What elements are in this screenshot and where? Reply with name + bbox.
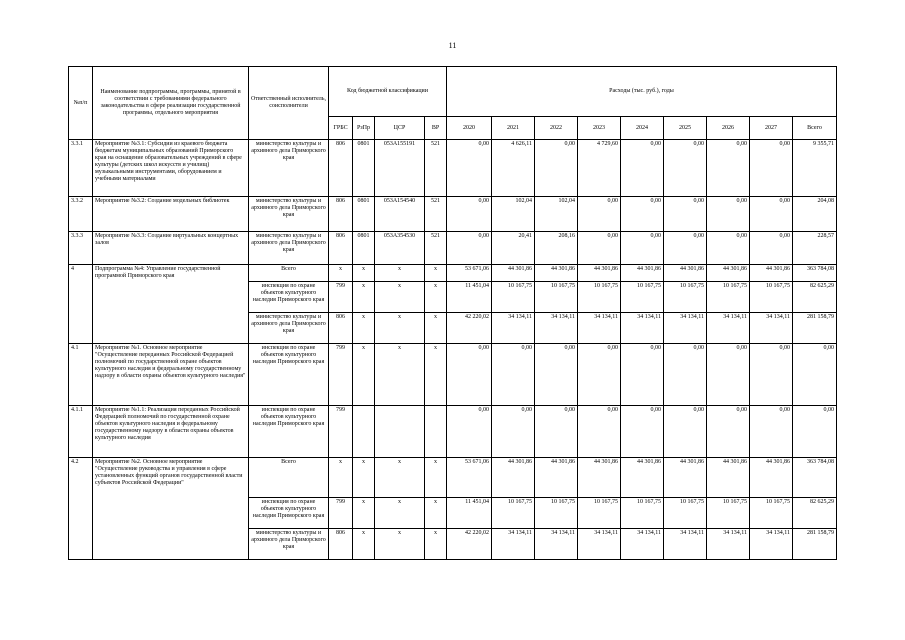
cell-amount: 10 167,75 [492, 282, 535, 313]
cell-amount: 34 134,11 [707, 313, 750, 344]
cell-amount: 10 167,75 [750, 282, 793, 313]
cell-num: 4 [69, 265, 93, 344]
cell-amount: 44 301,86 [578, 265, 621, 282]
cell-amount: 0,00 [492, 406, 535, 458]
header-budget-sub: ЦСР [375, 117, 425, 140]
header-budget-sub: РзПр [353, 117, 375, 140]
cell-amount: 0,00 [793, 344, 837, 406]
cell-grbs: 799 [329, 282, 353, 313]
cell-name: Мероприятие №3.1: Субсидии из краевого бюджета бюджетам муниципальных образований Приморского края на оснащение образовательных учреждений в сфере культуры (детских школ искусств и училищ) музыкальными инструментами, оборудованием и учебными материалами [93, 140, 249, 197]
cell-rzpr: 0801 [353, 140, 375, 197]
cell-amount: 82 625,29 [793, 498, 837, 529]
cell-amount: 0,00 [447, 197, 492, 232]
cell-vr: 521 [425, 140, 447, 197]
cell-amount: 82 625,29 [793, 282, 837, 313]
header-year: 2020 [447, 117, 492, 140]
header-year: 2026 [707, 117, 750, 140]
cell-grbs: 799 [329, 344, 353, 406]
header-budget-code: Код бюджетной классификации [329, 67, 447, 117]
cell-rzpr: 0801 [353, 197, 375, 232]
cell-vr: х [425, 282, 447, 313]
cell-grbs: 806 [329, 232, 353, 265]
cell-executor: министерство культуры и архивного дела Приморского края [249, 140, 329, 197]
header-year: Всего [793, 117, 837, 140]
header-year: 2023 [578, 117, 621, 140]
cell-amount: 44 301,86 [750, 265, 793, 282]
cell-amount: 0,00 [621, 406, 664, 458]
cell-amount: 0,00 [447, 140, 492, 197]
cell-csr: 053А354530 [375, 232, 425, 265]
cell-amount: 44 301,86 [750, 458, 793, 498]
cell-num: 3.3.1 [69, 140, 93, 197]
cell-vr [425, 406, 447, 458]
cell-amount: 10 167,75 [664, 498, 707, 529]
cell-amount: 0,00 [750, 140, 793, 197]
cell-amount: 0,00 [664, 140, 707, 197]
header-num: №п/п [69, 67, 93, 140]
cell-amount: 4 626,11 [492, 140, 535, 197]
cell-amount: 0,00 [750, 344, 793, 406]
cell-amount: 44 301,86 [664, 265, 707, 282]
cell-executor: Всего [249, 265, 329, 282]
cell-num: 4.1 [69, 344, 93, 406]
cell-amount: 0,00 [447, 232, 492, 265]
cell-amount: 0,00 [707, 344, 750, 406]
cell-vr: х [425, 529, 447, 560]
cell-executor: Всего [249, 458, 329, 498]
cell-amount: 363 784,08 [793, 458, 837, 498]
table-row [69, 140, 837, 197]
cell-amount: 34 134,11 [750, 313, 793, 344]
cell-amount: 34 134,11 [750, 529, 793, 560]
cell-amount: 34 134,11 [578, 313, 621, 344]
cell-amount: 0,00 [750, 197, 793, 232]
cell-amount: 34 134,11 [664, 313, 707, 344]
cell-amount: 0,00 [535, 344, 578, 406]
cell-amount: 44 301,86 [492, 458, 535, 498]
header-name: Наименование подпрограммы, программы, принятой в соответствии с требованиями федерального законодательства в сфере реализации государственной программы, отдельного мероприятия [93, 67, 249, 140]
cell-amount: 0,00 [447, 344, 492, 406]
page-number: 11 [448, 41, 457, 50]
table-row [69, 265, 837, 282]
cell-amount: 0,00 [621, 140, 664, 197]
cell-amount: 34 134,11 [492, 313, 535, 344]
cell-amount: 42 220,02 [447, 313, 492, 344]
cell-grbs: 806 [329, 529, 353, 560]
cell-amount: 0,00 [621, 344, 664, 406]
table-row [69, 458, 837, 498]
cell-amount: 10 167,75 [492, 498, 535, 529]
cell-vr: х [425, 458, 447, 498]
cell-csr: х [375, 313, 425, 344]
cell-amount: 10 167,75 [621, 282, 664, 313]
cell-amount: 10 167,75 [535, 498, 578, 529]
cell-amount: 42 220,02 [447, 529, 492, 560]
header-year: 2024 [621, 117, 664, 140]
cell-amount: 10 167,75 [750, 498, 793, 529]
cell-csr: х [375, 498, 425, 529]
cell-csr: х [375, 458, 425, 498]
header-year: 2021 [492, 117, 535, 140]
cell-amount: 10 167,75 [621, 498, 664, 529]
cell-amount: 204,08 [793, 197, 837, 232]
cell-amount: 4 729,60 [578, 140, 621, 197]
cell-amount: 0,00 [535, 140, 578, 197]
cell-grbs: 806 [329, 140, 353, 197]
cell-amount: 53 671,06 [447, 458, 492, 498]
cell-amount: 44 301,86 [535, 265, 578, 282]
cell-vr: 521 [425, 197, 447, 232]
cell-rzpr: х [353, 344, 375, 406]
cell-amount: 10 167,75 [664, 282, 707, 313]
cell-amount: 0,00 [664, 197, 707, 232]
cell-amount: 11 451,04 [447, 498, 492, 529]
cell-grbs: 806 [329, 313, 353, 344]
cell-rzpr: 0801 [353, 232, 375, 265]
cell-csr: х [375, 265, 425, 282]
cell-executor: инспекция по охране объектов культурного наследия Приморского края [249, 498, 329, 529]
cell-amount: 0,00 [535, 406, 578, 458]
cell-amount: 0,00 [578, 406, 621, 458]
cell-amount: 34 134,11 [621, 529, 664, 560]
cell-rzpr: х [353, 265, 375, 282]
cell-name: Мероприятие №1.1: Реализация переданных Российской Федерацией полномочий по государственной охране объектов культурного наследия и федеральному государственному надзору в области охраны объектов культурного наследия [93, 406, 249, 458]
cell-amount: 102,04 [492, 197, 535, 232]
cell-amount: 10 167,75 [578, 498, 621, 529]
cell-csr: х [375, 344, 425, 406]
cell-amount: 0,00 [621, 197, 664, 232]
cell-amount: 281 158,79 [793, 529, 837, 560]
table-row [69, 197, 837, 232]
cell-amount: 0,00 [578, 232, 621, 265]
cell-amount: 0,00 [707, 406, 750, 458]
cell-grbs: х [329, 265, 353, 282]
cell-amount: 44 301,86 [578, 458, 621, 498]
cell-executor: инспекция по охране объектов культурного наследия Приморского края [249, 344, 329, 406]
cell-num: 4.2 [69, 458, 93, 560]
cell-rzpr: х [353, 282, 375, 313]
cell-amount: 0,00 [707, 232, 750, 265]
cell-amount: 44 301,86 [492, 265, 535, 282]
cell-amount: 34 134,11 [664, 529, 707, 560]
table-row [69, 344, 837, 406]
cell-rzpr: х [353, 529, 375, 560]
cell-csr: 053А155191 [375, 140, 425, 197]
cell-amount: 44 301,86 [707, 265, 750, 282]
cell-num: 3.3.2 [69, 197, 93, 232]
cell-amount: 34 134,11 [535, 313, 578, 344]
cell-amount: 11 451,04 [447, 282, 492, 313]
cell-amount: 10 167,75 [707, 498, 750, 529]
cell-executor: инспекция по охране объектов культурного наследия Приморского края [249, 406, 329, 458]
cell-amount: 102,04 [535, 197, 578, 232]
cell-amount: 0,00 [578, 344, 621, 406]
cell-grbs: 806 [329, 197, 353, 232]
cell-amount: 208,16 [535, 232, 578, 265]
cell-amount: 0,00 [707, 197, 750, 232]
cell-csr: 053А154540 [375, 197, 425, 232]
cell-csr: х [375, 282, 425, 313]
cell-rzpr [353, 406, 375, 458]
cell-num: 4.1.1 [69, 406, 93, 458]
cell-amount: 363 784,08 [793, 265, 837, 282]
cell-amount: 34 134,11 [535, 529, 578, 560]
cell-amount: 0,00 [750, 406, 793, 458]
cell-executor: министерство культуры и архивного дела Приморского края [249, 197, 329, 232]
cell-amount: 0,00 [707, 140, 750, 197]
cell-amount: 44 301,86 [621, 265, 664, 282]
cell-rzpr: х [353, 313, 375, 344]
cell-amount: 34 134,11 [492, 529, 535, 560]
cell-vr: х [425, 344, 447, 406]
cell-rzpr: х [353, 498, 375, 529]
cell-name: Мероприятие №3.3: Создание виртуальных концертных залов [93, 232, 249, 265]
cell-amount: 10 167,75 [578, 282, 621, 313]
cell-rzpr: х [353, 458, 375, 498]
header-year: 2022 [535, 117, 578, 140]
cell-amount: 0,00 [621, 232, 664, 265]
cell-amount: 0,00 [578, 197, 621, 232]
cell-amount: 228,57 [793, 232, 837, 265]
cell-amount: 53 671,06 [447, 265, 492, 282]
cell-amount: 10 167,75 [535, 282, 578, 313]
header-year: 2025 [664, 117, 707, 140]
cell-grbs: х [329, 458, 353, 498]
cell-amount: 20,41 [492, 232, 535, 265]
header-budget-sub: ВР [425, 117, 447, 140]
cell-executor: министерство культуры и архивного дела Приморского края [249, 313, 329, 344]
cell-vr: х [425, 498, 447, 529]
cell-csr: х [375, 529, 425, 560]
cell-name: Мероприятие №3.2: Создание модельных библиотек [93, 197, 249, 232]
table-row [69, 232, 837, 265]
cell-amount: 34 134,11 [707, 529, 750, 560]
budget-table [68, 66, 837, 560]
cell-amount: 44 301,86 [535, 458, 578, 498]
cell-amount: 44 301,86 [621, 458, 664, 498]
cell-executor: министерство культуры и архивного дела Приморского края [249, 529, 329, 560]
cell-vr: х [425, 265, 447, 282]
cell-amount: 44 301,86 [707, 458, 750, 498]
cell-name: Подпрограмма №4: Управление государственной программой Приморского края [93, 265, 249, 344]
cell-amount: 0,00 [664, 406, 707, 458]
cell-amount: 0,00 [750, 232, 793, 265]
cell-executor: инспекция по охране объектов культурного наследия Приморского края [249, 282, 329, 313]
cell-amount: 0,00 [447, 406, 492, 458]
cell-vr: х [425, 313, 447, 344]
header-year: 2027 [750, 117, 793, 140]
cell-amount: 0,00 [492, 344, 535, 406]
cell-amount: 34 134,11 [621, 313, 664, 344]
cell-amount: 281 158,79 [793, 313, 837, 344]
cell-amount: 44 301,86 [664, 458, 707, 498]
header-executor: Ответственный исполнитель, соисполнители [249, 67, 329, 140]
table-row [69, 406, 837, 458]
cell-executor: министерство культуры и архивного дела Приморского края [249, 232, 329, 265]
cell-grbs: 799 [329, 498, 353, 529]
cell-csr [375, 406, 425, 458]
cell-amount: 0,00 [664, 344, 707, 406]
cell-name: Мероприятие №1. Основное мероприятие "Осуществление переданных Российской Федерацией полномочий по государственной охране объектов культурного наследия и федеральному государственному надзору в области охраны объектов культурного наследия" [93, 344, 249, 406]
header-expenses: Расходы (тыс. руб.), годы [447, 67, 837, 117]
header-budget-sub: ГРБС [329, 117, 353, 140]
cell-num: 3.3.3 [69, 232, 93, 265]
cell-amount: 10 167,75 [707, 282, 750, 313]
cell-amount: 9 355,71 [793, 140, 837, 197]
cell-amount: 0,00 [664, 232, 707, 265]
cell-vr: 521 [425, 232, 447, 265]
cell-amount: 0,00 [793, 406, 837, 458]
cell-name: Мероприятие №2. Основное мероприятие "Осуществление руководства и управления в сфере установленных функций органов государственной власти субъектов Российской Федерации" [93, 458, 249, 560]
cell-grbs: 799 [329, 406, 353, 458]
cell-amount: 34 134,11 [578, 529, 621, 560]
